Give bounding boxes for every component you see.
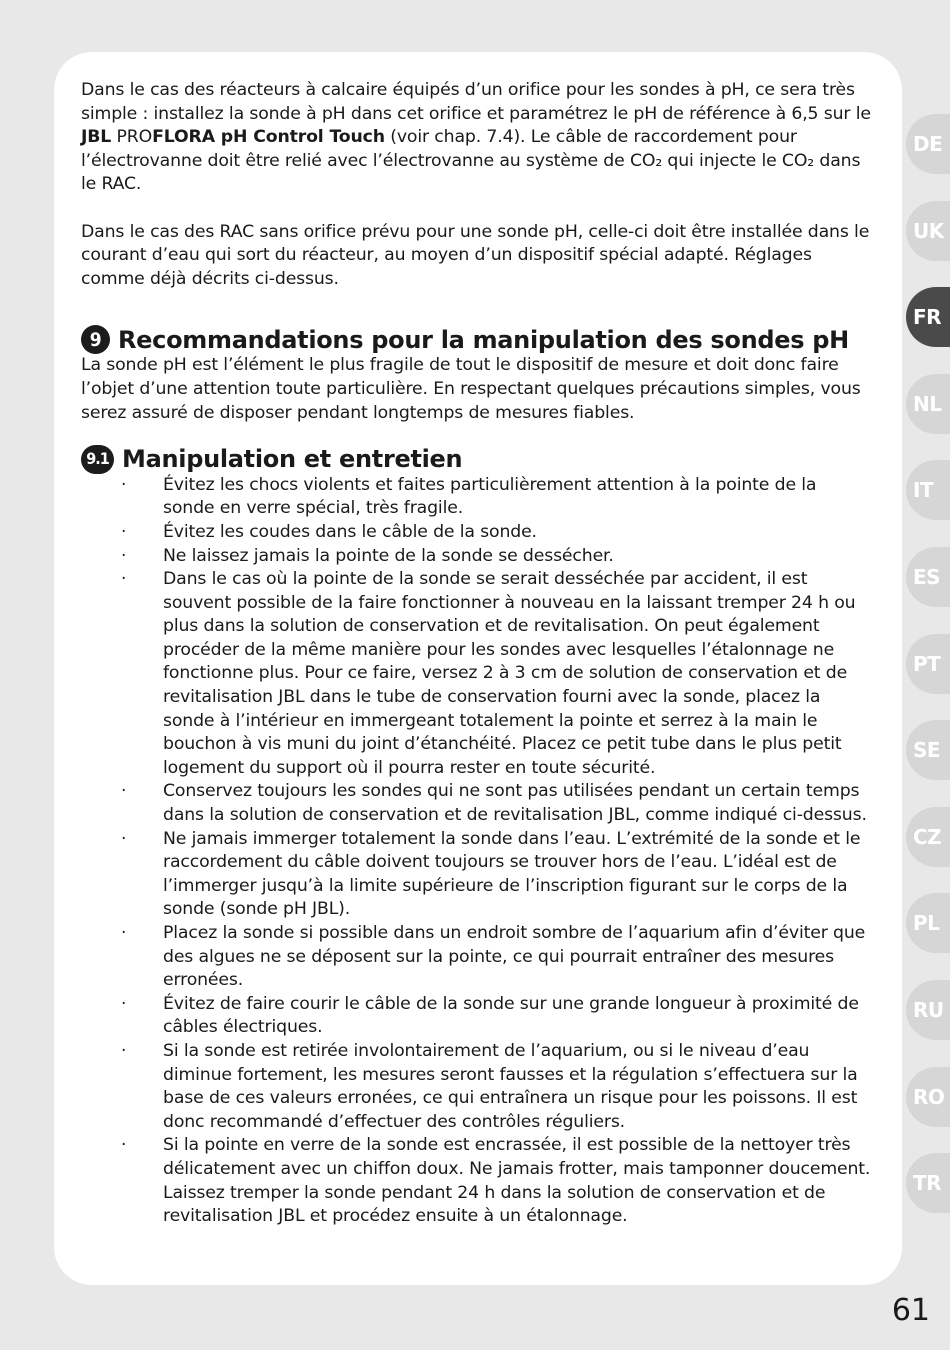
list-item-text: Conservez toujours les sondes qui ne sont pas utilisées pendant un certain temps dans la solution de conservation et de revitalisation JBL, comme indiqué ci-dessus. [163,781,867,826]
language-tab-pl[interactable]: PL [906,893,950,953]
list-item-text: Ne jamais immerger totalement la sonde dans l’eau. L’extrémité de la sonde et le raccordement du câble doivent toujours se trouver hors de l’eau. L’idéal est de l’immerger jusqu’à la limite supérieure de l’inscription figurant sur le corps de la sonde (sonde pH JBL). [163,828,861,920]
bullet-dot: · [121,474,127,495]
language-tab-es[interactable]: ES [906,547,950,607]
bullet-dot: · [121,781,127,802]
intro-text-1b: (voir chap. 7.4). Le câble de raccordement pour l’électrovanne doit être relié avec l’électrovanne au système de CO₂ qui injecte le CO₂ dans le RAC. [81,127,861,195]
bullet-dot: · [121,923,127,943]
bullet-dot: · [121,828,127,849]
list-item-text: Dans le cas où la pointe de la sonde se serait desséchée par accident, il est souvent possible de la faire fonctionner à nouveau en la laissant tremper 24 h ou plus dans la solution de conservation et de revitalisation. On peut également procéder de la même manière pour les sondes avec lesquelles l’étalonnage ne fonctionne plus. Pour ce faire, versez 2 à 3 cm de solution de conservation et de revitalisation JBL dans le tube de conservation fourni avec la sonde, placez la sonde à l’intérieur en immergeant totalement la pointe et serrez à la main le bouchon à vis muni du joint d’étanchéité. Placez ce petit tube dans le plus petit logement du support où il pourra rester en toute sécurité. [163,569,856,778]
list-item-text: Si la sonde est retirée involontairement de l’aquarium, ou si le niveau d’eau diminue fortement, les mesures seront fausses et la régulation s’effectuera sur la base de ces valeurs erronées, ce qui entraînera un risque pour les poissons. Il est donc recommandé d’effectuer des contrôles réguliers. [163,1040,858,1132]
list-item [81,545,873,569]
intro-paragraph-2: Dans le cas des RAC sans orifice prévu pour une sonde pH, celle-ci doit être installée dans le courant d’eau qui sort du réacteur, au moyen d’un dispositif spécial adapté. Réglages comme déjà décrits ci-dessus. [81,221,870,289]
list-item [81,1134,873,1228]
list-item [81,780,873,827]
language-tab-nl[interactable]: NL [906,374,950,434]
care-bullet-list [81,474,873,1229]
bullet-dot: · [121,1135,127,1156]
section-9-1-heading [81,445,873,474]
brand-jbl: JBL [81,127,112,148]
list-item-text: Évitez de faire courir le câble de la sonde sur une grande longueur à proximité de câbles électriques. [163,993,859,1038]
list-item [81,993,873,1040]
brand-pro: PRO [116,127,153,148]
language-tab-uk[interactable]: UK [906,201,950,261]
language-tab-pt[interactable]: PT [906,634,950,694]
page-number: 61 [891,1293,930,1328]
list-item-text: Placez la sonde si possible dans un endroit sombre de l’aquarium afin d’éviter que des algues ne se déposent sur la pointe, ce qui pourrait entraîner des mesures erronées. [163,923,866,991]
list-item [81,1040,873,1134]
list-item [81,828,873,922]
page-content [81,79,873,1229]
section-9-text: La sonde pH est l’élément le plus fragile de tout le dispositif de mesure et doit donc faire l’objet d’une attention toute particulière. En respectant quelques précautions simples, vous serez assuré de disposer pendant longtemps de mesures fiables. [81,355,861,423]
section-9-1-title: Manipulation et entretien [122,445,463,474]
list-item [81,922,873,993]
list-item-text: Évitez les chocs violents et faites particulièrement attention à la pointe de la sonde en verre spécial, très fragile. [163,474,817,519]
subsection-number-badge: 9.1 [81,445,114,474]
intro-text-1a: Dans le cas des réacteurs à calcaire équipés d’un orifice pour les sondes à pH, ce sera très simple : installez la sonde à pH dans cet orifice et paramétrez le pH de référence à 6,5 sur le [81,80,871,124]
list-item [81,521,873,545]
bullet-dot: · [121,569,127,590]
bullet-dot: · [121,993,127,1014]
list-item [81,474,873,521]
language-tab-tr[interactable]: TR [906,1153,950,1213]
bullet-dot: · [121,545,127,566]
language-tab-cz[interactable]: CZ [906,807,950,867]
bullet-dot: · [121,521,127,542]
brand-product: FLORA pH Control Touch [152,127,385,148]
language-tab-ru[interactable]: RU [906,980,950,1040]
list-item [81,568,873,780]
language-tab-de[interactable]: DE [906,114,950,174]
section-number-badge: 9 [81,325,110,354]
language-tab-ro[interactable]: RO [906,1067,950,1127]
language-tab-it[interactable]: IT [906,460,950,520]
list-item-text: Si la pointe en verre de la sonde est encrassée, il est possible de la nettoyer très délicatement avec un chiffon doux. Ne jamais frotter, mais tamponner doucement. Laissez tremper la sonde pendant 24 h dans la solution de conservation et de revitalisation JBL et procédez ensuite à un étalonnage. [163,1135,871,1227]
section-9-title: Recommandations pour la manipulation des sondes pH [118,325,849,354]
intro-paragraph-1 [81,79,873,197]
list-item-text: Évitez les coudes dans le câble de la sonde. [163,521,537,542]
section-9-heading [81,325,873,354]
language-tab-se[interactable]: SE [906,720,950,780]
list-item-text: Ne laissez jamais la pointe de la sonde se dessécher. [163,545,614,566]
bullet-dot: · [121,1040,127,1061]
language-tab-fr[interactable]: FR [906,287,950,347]
language-tabs [900,0,950,1350]
